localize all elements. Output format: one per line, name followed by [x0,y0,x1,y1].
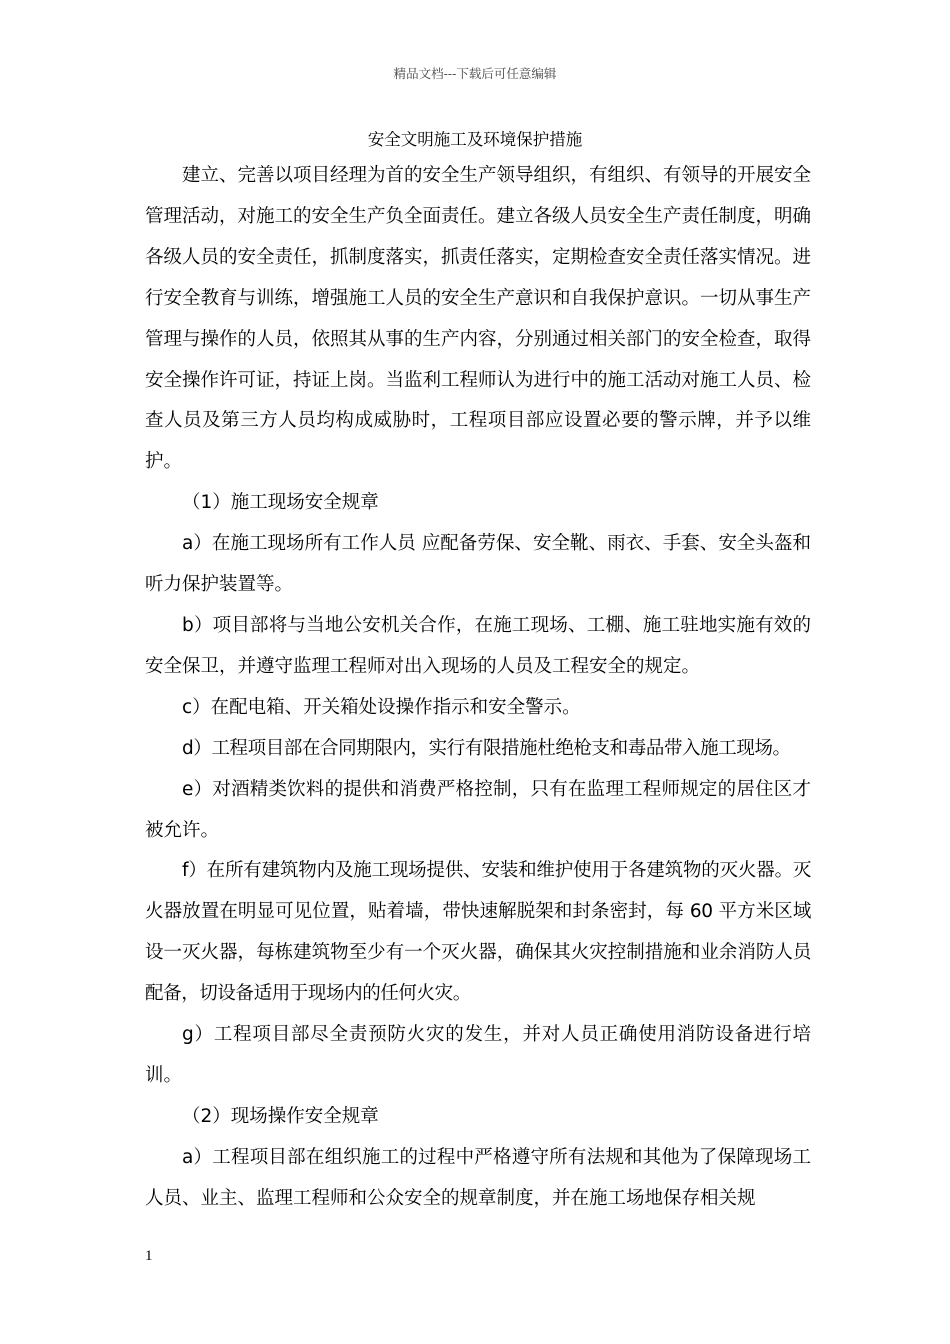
paragraph-item-e: e）对酒精类饮料的提供和消费严格控制，只有在监理工程师规定的居住区才被允许。 [145,778,811,841]
paragraph-item-c: c）在配电箱、开关箱处设操作指示和安全警示。 [182,696,581,718]
page-header: 精品文档---下载后可任意编辑 [393,66,557,81]
document-body [145,156,811,1220]
paragraph-item-f: f）在所有建筑物内及施工现场提供、安装和维护使用于各建筑物的灭火器。灭火器放置在明显可见位置，贴着墙，带快速解脱架和封条密封，每 60 平方米区域设一灭火器，每栋建筑物至少有一个灭火器，确保其火灾控制措施和业余消防人员配备，切设备适用于现场内的任何火灾。 [145,860,811,1005]
paragraph-intro: 建立、完善以项目经理为首的安全生产领导组织，有组织、有领导的开展安全管理活动，对施工的安全生产负全面责任。建立各级人员安全生产责任制度，明确各级人员的安全责任，抓制度落实，抓责任落实，定期检查安全责任落实情况。进行安全教育与训练，增强施工人员的安全生产意识和自我保护意识。一切从事生产管理与操作的人员，依照其从事的生产内容，分别通过相关部门的安全检查，取得安全操作许可证，持证上岗。当监利工程师认为进行中的施工活动对施工人员、检查人员及第三方人员均构成威胁时，工程项目部应设置必要的警示牌，并予以维护。 [145,165,812,473]
paragraph-item-a: a）在施工现场所有工作人员 应配备劳保、安全靴、雨衣、手套、安全头盔和听力保护装置等。 [145,533,811,596]
paragraph-item-g: g）工程项目部尽全责预防火灾的发生，并对人员正确使用消防设备进行培训。 [145,1024,811,1086]
paragraph-item-d: d）工程项目部在合同期限内，实行有限措施杜绝枪支和毒品带入施工现场。 [182,737,791,759]
paragraph-item-b: b）项目部将与当地公安机关合作，在施工现场、工棚、施工驻地实施有效的安全保卫，并遵守监理工程师对出入现场的人员及工程安全的规定。 [145,614,811,677]
section-heading-2: （2）现场操作安全规章 [182,1105,379,1127]
page-number: 1 [145,1248,153,1264]
paragraph-item-a-2: a）工程项目部在组织施工的过程中严格遵守所有法规和其他为了保障现场工人员、业主、监理工程师和公众安全的规章制度，并在施工场地保存相关规 [145,1146,811,1209]
section-heading-1: （1）施工现场安全规章 [182,492,379,514]
document-title: 安全文明施工及环境保护措施 [367,130,583,149]
